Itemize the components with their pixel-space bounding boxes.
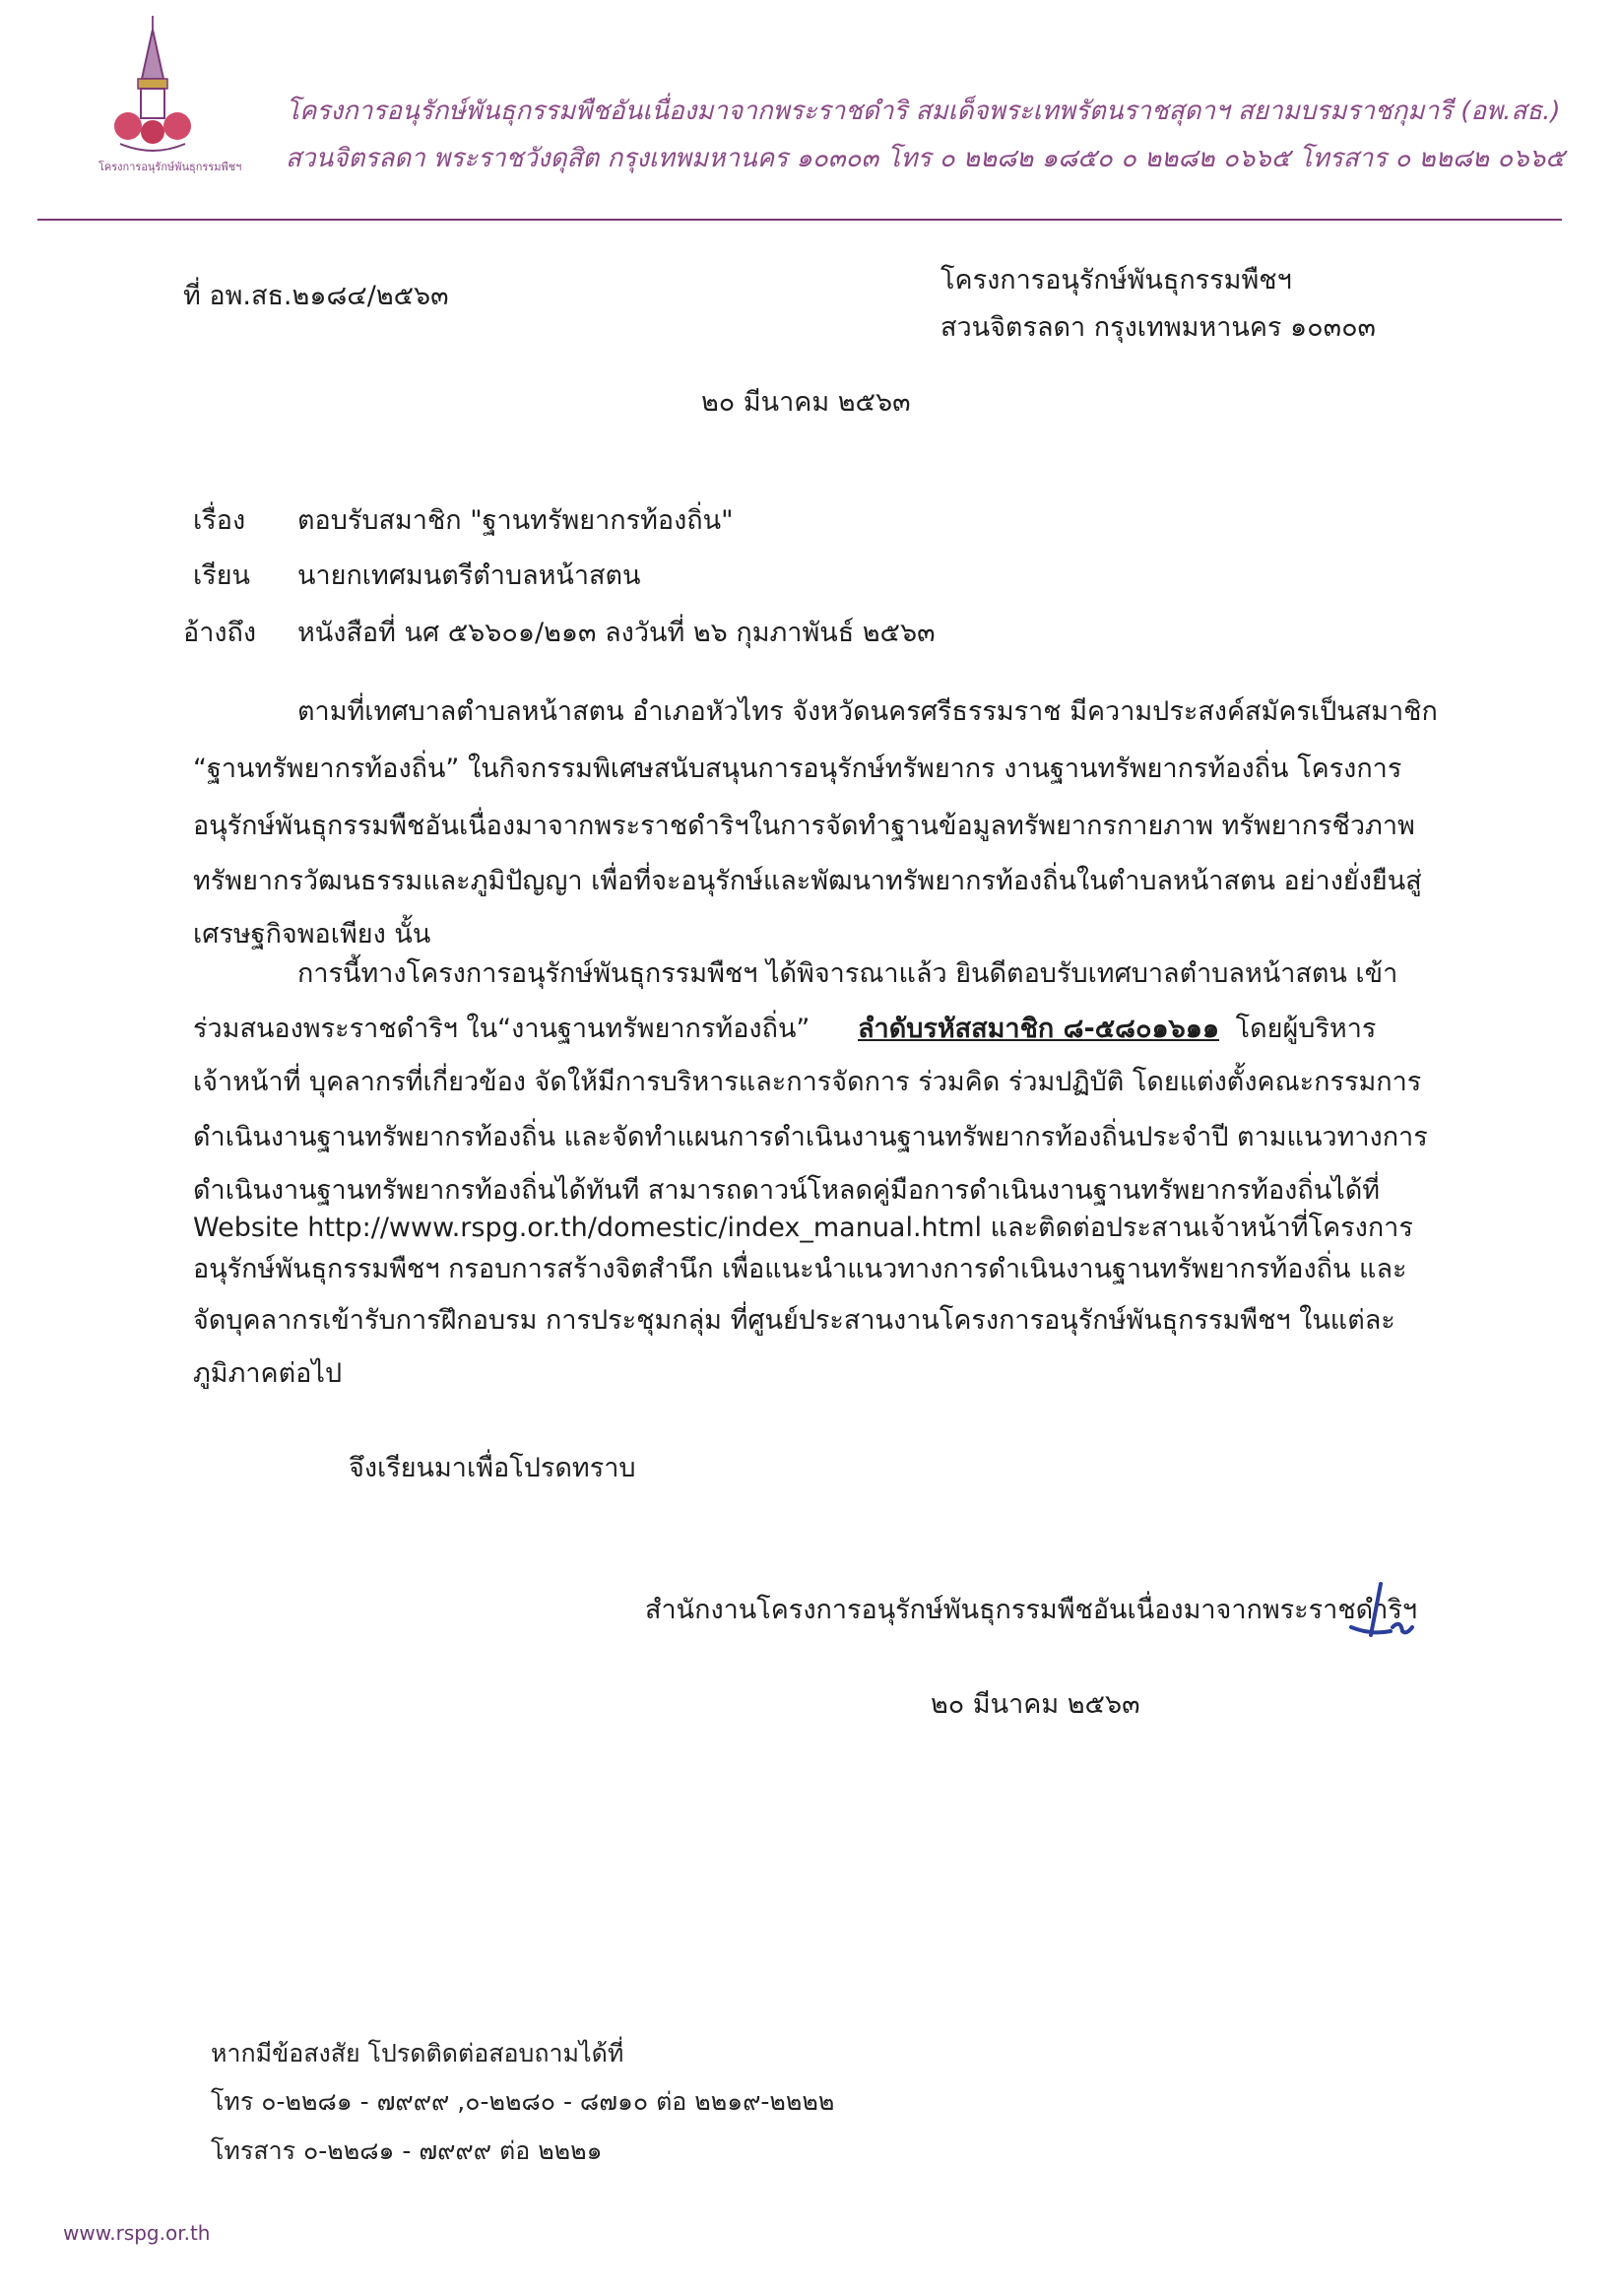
logo-caption: โครงการอนุรักษ์พันธุกรรมพืชฯ [98, 161, 242, 173]
paragraph-2-text: ร่วมสนองพระราชดำริฯ ใน“งานฐานทรัพยากรท้องถิ่น” [193, 1014, 810, 1044]
organization-logo [98, 10, 242, 177]
paragraph-2-text: โดยผู้บริหาร [1235, 1014, 1377, 1044]
paragraph-2-line-2 [193, 1007, 1376, 1049]
member-code: ลำดับรหัสสมาชิก ๘-๕๘๐๑๖๑๑ [858, 1014, 1220, 1044]
letterhead-line-2: สวนจิตรลดา พระราชวังดุสิต กรุงเทพมหานคร ๑๐๓๐๓ โทร ๐ ๒๒๘๒ ๑๘๕๐ ๐ ๒๒๘๒ ๐๖๖๕ โทรสาร ๐ ๒๒๘๒ ๐๖๖๕ [286, 144, 1565, 173]
subject-label: เรื่อง [193, 505, 246, 536]
paragraph-1-line: อนุรักษ์พันธุกรรมพืชอันเนื่องมาจากพระราชดำริฯในการจัดทำฐานข้อมูลทรัพยากรกายภาพ ทรัพยากรชีวภาพ [193, 811, 1415, 841]
paragraph-2-line: จัดบุคลากรเข้ารับการฝึกอบรม การประชุมกลุ่ม ที่ศูนย์ประสานงานโครงการอนุรักษ์พันธุกรรมพืชฯ ในแต่ละ [193, 1305, 1395, 1336]
document-number: ที่ อพ.สธ.๒๑๘๔/๒๕๖๓ [183, 281, 449, 311]
letterhead-line-1: โครงการอนุรักษ์พันธุกรรมพืชอันเนื่องมาจากพระราชดำริ สมเด็จพระเทพรัตนราชสุดาฯ สยามบรมราชกุมารี (อพ.สธ.) [286, 97, 1561, 126]
footer-website[interactable]: www.rspg.or.th [63, 2221, 211, 2245]
paragraph-2-line: ดำเนินงานฐานทรัพยากรท้องถิ่น และจัดทำแผนการดำเนินงานฐานทรัพยากรท้องถิ่นประจำปี ตามแนวทางการ [193, 1122, 1428, 1152]
subject-value: ตอบรับสมาชิก "ฐานทรัพยากรท้องถิ่น" [297, 505, 734, 536]
handwritten-signature [1341, 1576, 1430, 1645]
contact-fax: โทรสาร ๐-๒๒๘๑ - ๗๙๙๙ ต่อ ๒๒๒๑ [211, 2136, 603, 2165]
paragraph-2-line: ภูมิภาคต่อไป [193, 1358, 343, 1389]
recipient-value: นายกเทศมนตรีตำบลหน้าสตน [297, 560, 641, 591]
recipient-label: เรียน [193, 560, 251, 591]
paragraph-1-line: เศรษฐกิจพอเพียง นั้น [193, 919, 431, 950]
paragraph-1-line: ตามที่เทศบาลตำบลหน้าสตน อำเภอหัวไทร จังหวัดนครศรีธรรมราช มีความประสงค์สมัครเป็นสมาชิก [297, 696, 1438, 727]
signature-scribble [1341, 1576, 1430, 1645]
letterhead-divider [37, 219, 1562, 221]
logo-emblem [98, 10, 207, 177]
contact-line-1: หากมีข้อสงสัย โปรดติดต่อสอบถามได้ที่ [211, 2039, 624, 2067]
letter-date: ๒๐ มีนาคม ๒๕๖๓ [701, 387, 911, 418]
contact-phone: โทร ๐-๒๒๘๑ - ๗๙๙๙ ,๐-๒๒๘๐ - ๘๗๑๐ ต่อ ๒๒๑๙-๒๒๒๒ [211, 2087, 835, 2116]
sender-line-2: สวนจิตรลดา กรุงเทพมหานคร ๑๐๓๐๓ [940, 312, 1377, 343]
paragraph-1-line: “ฐานทรัพยากรท้องถิ่น” ในกิจกรรมพิเศษสนับสนุนการอนุรักษ์ทรัพยากร งานฐานทรัพยากรท้องถิ่น โครงการ [193, 754, 1402, 784]
reference-value: หนังสือที่ นศ ๕๖๖๐๑/๒๑๓ ลงวันที่ ๒๖ กุมภาพันธ์ ๒๕๖๓ [297, 618, 936, 648]
paragraph-1-line: ทรัพยากรวัฒนธรรมและภูมิปัญญา เพื่อที่จะอนุรักษ์และพัฒนาทรัพยากรท้องถิ่นในตำบลหน้าสตน อย่างยั่งยืนสู่ [193, 866, 1422, 896]
sender-line-1: โครงการอนุรักษ์พันธุกรรมพืชฯ [940, 265, 1292, 295]
signature-office: สำนักงานโครงการอนุรักษ์พันธุกรรมพืชอันเนื่องมาจากพระราชดำริฯ [645, 1595, 1418, 1625]
reference-label: อ้างถึง [183, 618, 257, 648]
signature-date: ๒๐ มีนาคม ๒๕๖๓ [931, 1689, 1140, 1720]
paragraph-2-line: เจ้าหน้าที่ บุคลากรที่เกี่ยวข้อง จัดให้มีการบริหารและการจัดการ ร่วมคิด ร่วมปฏิบัติ โดยแต่งตั้งคณะกรรมการ [193, 1067, 1422, 1097]
paragraph-2-line: การนี้ทางโครงการอนุรักษ์พันธุกรรมพืชฯ ได้พิจารณาแล้ว ยินดีตอบรับเทศบาลตำบลหน้าสตน เข้า [297, 958, 1398, 989]
paragraph-2-line: อนุรักษ์พันธุกรรมพืชฯ กรอบการสร้างจิตสำนึก เพื่อแนะนำแนวทางการดำเนินงานฐานทรัพยากรท้องถิ่น และ [193, 1254, 1407, 1284]
website-link-line[interactable]: Website http://www.rspg.or.th/domestic/index_manual.html และติดต่อประสานเจ้าหน้าที่โครงการ [193, 1213, 1413, 1243]
closing-phrase: จึงเรียนมาเพื่อโปรดทราบ [349, 1453, 636, 1483]
paragraph-2-line: ดำเนินงานฐานทรัพยากรท้องถิ่นได้ทันที สามารถดาวน์โหลดคู่มือการดำเนินงานฐานทรัพยากรท้องถิ่นได้ที่ [193, 1175, 1381, 1206]
